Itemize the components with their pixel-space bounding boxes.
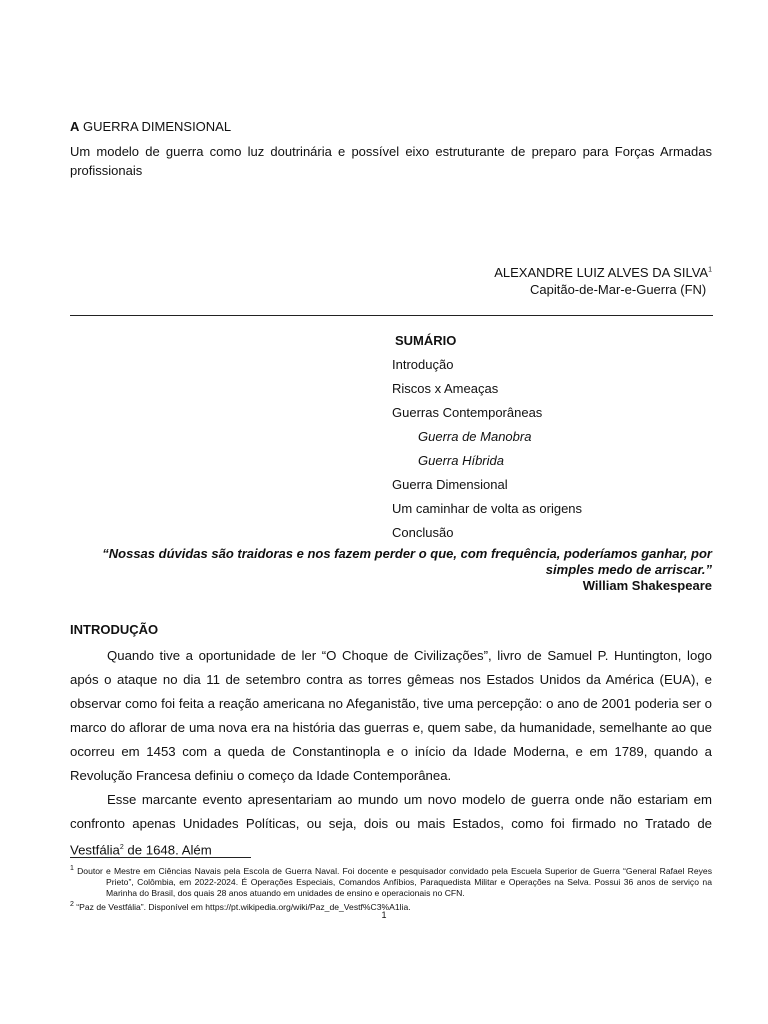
- summary-subitem: Guerra Híbrida: [418, 453, 504, 468]
- summary-item: Riscos x Ameaças: [392, 381, 499, 396]
- summary-item: Guerras Contemporâneas: [392, 405, 543, 420]
- footnote-ref-1[interactable]: 1: [708, 266, 712, 274]
- summary-item: Guerra Dimensional: [392, 477, 508, 492]
- author-rank: Capitão-de-Mar-e-Guerra (FN): [530, 282, 707, 297]
- footnote-ref-2[interactable]: 2: [119, 844, 124, 851]
- paragraph-text: Esse marcante evento apresentariam ao mundo um novo modelo de guerra onde não estariam em confronto apenas Unidades Políticas, ou seja, dois ou mais Estados, como foi firmado no Tratado de Vestfália: [70, 792, 712, 858]
- footnote: [70, 863, 712, 899]
- document-subtitle: Um modelo de guerra como luz doutrinária e possível eixo estruturante de preparo para Forças Armadas profissionais: [70, 144, 712, 178]
- title-text: GUERRA DIMENSIONAL: [79, 119, 232, 134]
- document-title: [70, 119, 231, 134]
- paragraph: [70, 788, 712, 862]
- introduction-body: [70, 644, 712, 862]
- author-name: [494, 265, 712, 280]
- section-heading-introduction: INTRODUÇÃO: [70, 622, 159, 637]
- summary-item: Introdução: [392, 357, 454, 372]
- footnote-text: Doutor e Mestre em Ciências Navais pela Escola de Guerra Naval. Foi docente e pesquisador convidado pela Escuela Superior de Guerra “General Rafael Reyes Prieto”, Colômbia, em 2022-2024. É Operações Especiais, Comandos Anfíbios, Paraquedista Militar e Operações na Selva. Possui 36 anos de serviço na Marinha do Brasil, dos quais 28 anos atuando em unidades de ensino e operacionais no CFN.: [77, 865, 713, 898]
- paragraph-text: de 1648. Além: [123, 842, 212, 858]
- footnote-marker: 1: [70, 865, 74, 872]
- epigraph-author: William Shakespeare: [582, 578, 712, 593]
- summary: [392, 332, 582, 548]
- summary-item: Conclusão: [392, 525, 454, 540]
- epigraph-quote: “Nossas dúvidas são traidoras e nos fazem perder o que, com frequência, poderíamos ganhar, por simples medo de arriscar.”: [102, 546, 712, 577]
- footnote-marker: 2: [70, 900, 74, 908]
- summary-title: SUMÁRIO: [395, 333, 457, 348]
- footnote-divider: [70, 857, 251, 858]
- summary-item: Um caminhar de volta as origens: [392, 501, 583, 516]
- footnote-text[interactable]: “Paz de Vestfália”. Disponível em https://pt.wikipedia.org/wiki/Paz_de_Vestf%C3%A1lia.: [76, 901, 411, 912]
- author-name-text: ALEXANDRE LUIZ ALVES DA SILVA: [494, 265, 709, 280]
- page-number: 1: [381, 910, 387, 920]
- footnotes: [70, 863, 712, 913]
- summary-subitem: Guerra de Manobra: [418, 429, 532, 444]
- title-initial: A: [70, 119, 80, 134]
- paragraph: Quando tive a oportunidade de ler “O Choque de Civilizações”, livro de Samuel P. Huntington, logo após o ataque no dia 11 de setembro contra as torres gêmeas nos Estados Unidos da América (EUA), e observar como foi feita a reação americana no Afeganistão, tive uma percepção: o ano de 2001 poderia ser o marco do aflorar de uma nova era na história das guerras e, quem sabe, da humanidade, semelhante ao que ocorreu em 1453 com a queda de Constantinopla e o início da Idade Moderna, e em 1789, quando a Revolução Francesa definiu o começo da Idade Contemporânea.: [70, 648, 712, 783]
- header-divider: [70, 315, 713, 316]
